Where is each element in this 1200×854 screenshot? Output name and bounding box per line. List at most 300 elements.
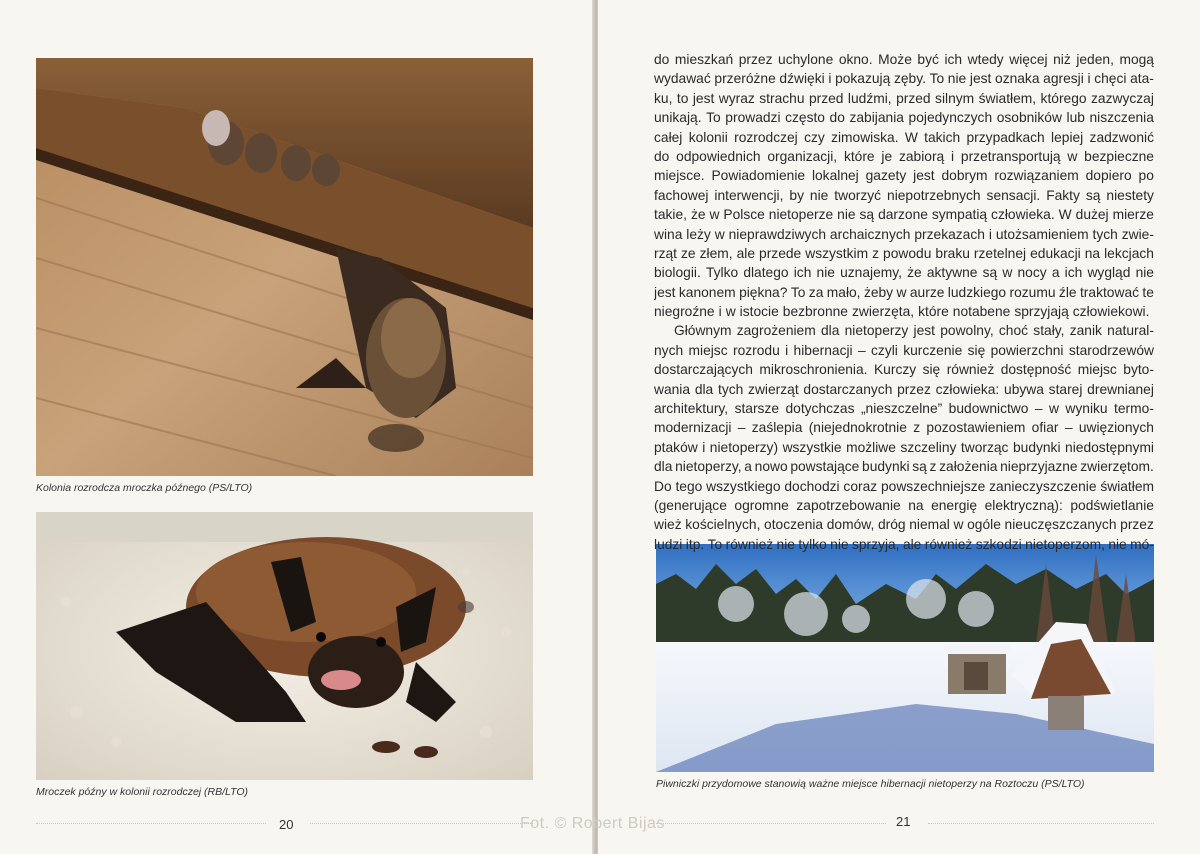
word: i <box>1087 71 1091 87</box>
word: którego <box>1040 90 1087 106</box>
watermark: Fot. © Robert Bijas <box>520 815 665 832</box>
word: w <box>896 284 907 300</box>
word: okno. <box>838 52 873 67</box>
text-line <box>654 535 1154 554</box>
text-line <box>654 496 1154 515</box>
word: mó- <box>1130 536 1154 552</box>
word: lub <box>1066 110 1085 126</box>
text-line <box>654 108 1154 127</box>
word: w <box>709 207 720 223</box>
photo2-caption: Mroczek późny w kolonii rozrodczej (RB/LTO) <box>36 786 249 798</box>
text-line <box>654 89 1154 108</box>
text-line <box>654 128 1154 147</box>
word: niż <box>1053 52 1071 67</box>
word: archaicznych <box>829 226 911 242</box>
word: się <box>922 362 941 378</box>
word: ale <box>902 536 922 552</box>
word: darzone <box>878 207 928 223</box>
word: ich <box>1064 265 1083 281</box>
word: jest <box>913 323 935 339</box>
word: nietoperzy <box>844 323 909 339</box>
word: zwierzęta, <box>851 304 915 320</box>
word: w <box>1049 401 1059 417</box>
word: i <box>718 304 722 320</box>
word: sprzyja, <box>851 536 900 552</box>
text-line <box>654 438 1154 457</box>
word: zabijania <box>849 110 904 126</box>
word: ubywa <box>1004 381 1044 397</box>
word: jest <box>654 284 676 300</box>
word: notabene <box>952 304 1011 320</box>
word: wyraz <box>718 90 755 106</box>
word: agresji <box>1043 71 1084 87</box>
word: termo- <box>1114 401 1154 417</box>
word: człowieka. <box>991 207 1055 223</box>
word: rząt <box>654 245 677 261</box>
page-number-left: 20 <box>279 817 294 832</box>
word: odpowiednich <box>676 148 761 164</box>
word: kanonem <box>678 284 736 300</box>
word: W <box>1058 207 1072 223</box>
word: niedostępnymi <box>1065 439 1154 455</box>
word: człowiekowi. <box>1072 304 1150 320</box>
word: wyniku <box>1065 401 1108 417</box>
word: i <box>785 342 789 358</box>
text-line <box>654 244 1154 263</box>
word: istocie <box>739 304 779 320</box>
word: otoczenia <box>764 517 824 533</box>
word: zazwyczaj <box>1091 90 1154 106</box>
word: mieszkań <box>674 52 734 67</box>
word: jest <box>692 90 715 106</box>
word: ku, <box>654 90 673 106</box>
word: przekazach <box>914 226 985 242</box>
word: ludzi <box>654 536 683 552</box>
word: To <box>706 110 721 126</box>
word: miejsce. <box>654 168 705 184</box>
word: więcej <box>1009 52 1048 67</box>
word: powolny, <box>940 323 994 339</box>
word: również <box>924 536 973 552</box>
word: tylko <box>798 536 827 552</box>
word: dostępność <box>1000 362 1072 378</box>
photo1-caption: Kolonia rozrodcza mroczka późnego (PS/LTO) <box>36 482 253 494</box>
word: modernizacji <box>654 420 732 436</box>
word: dlatego <box>743 265 789 281</box>
text-line <box>654 399 1154 418</box>
word: i <box>702 439 706 455</box>
word: miejsc <box>688 342 728 358</box>
text-line <box>654 477 1154 496</box>
word: silnym <box>935 90 975 106</box>
word: uznajemy, <box>840 265 902 281</box>
word: podświetlanie <box>1070 497 1154 513</box>
word: rozrodu <box>732 342 780 358</box>
bat-closeup-photo <box>36 512 533 780</box>
word: sprzyjają <box>1014 304 1069 320</box>
word: możliwe <box>846 439 896 455</box>
word: niegroźne <box>654 304 715 320</box>
page-number-right: 21 <box>896 814 911 829</box>
word: przetransportują <box>960 148 1061 164</box>
word: Fakty <box>1046 187 1080 203</box>
word: sensacji. <box>986 187 1041 203</box>
word: i <box>828 71 832 87</box>
photo3-caption: Piwniczki przydomowe stanowią ważne miejsce hibernacji nietoperzy na Roztoczu (PS/LTO) <box>656 778 1085 790</box>
word: ich <box>793 265 812 281</box>
word: założenia <box>939 459 998 475</box>
word: starej <box>1048 381 1083 397</box>
text-line <box>654 341 1154 360</box>
word: tych <box>717 381 744 397</box>
word: światłem, <box>978 90 1037 106</box>
word: ogóle <box>967 517 1001 533</box>
word: leży <box>686 226 711 242</box>
word: oznaka <box>995 71 1040 87</box>
word: szkodzi <box>975 536 1022 552</box>
word: nych <box>654 342 684 358</box>
word: rzetelnej <box>973 245 1027 261</box>
word: tworzyć <box>834 187 882 203</box>
word: nie <box>830 536 849 552</box>
text-line <box>654 225 1154 244</box>
word: nieprzyjazne <box>1000 459 1078 475</box>
word: je <box>881 148 893 164</box>
word: kościelnych, <box>685 517 761 533</box>
word: że <box>907 265 922 281</box>
text-line <box>654 186 1154 205</box>
word: czy <box>804 129 825 145</box>
word: przez <box>738 52 773 67</box>
word: za <box>808 284 824 300</box>
winter-cellars-photo <box>656 544 1154 772</box>
text-line <box>654 302 1154 321</box>
text-line <box>654 50 1154 69</box>
text-line <box>654 147 1154 166</box>
word: ale <box>736 245 756 261</box>
text-line <box>654 69 1154 88</box>
word: przed <box>808 90 844 106</box>
word: gazety <box>865 168 907 184</box>
word: biologii. <box>654 265 701 281</box>
word: czyli <box>871 342 898 358</box>
word: to <box>676 90 689 106</box>
word: wtedy <box>967 52 1004 67</box>
word: prowadzi <box>725 110 781 126</box>
word: są <box>859 207 875 223</box>
text-line <box>654 321 1154 340</box>
word: dróg <box>877 517 906 533</box>
word: przeróżne <box>714 71 776 87</box>
word: nie <box>1108 536 1127 552</box>
word: ata- <box>1130 71 1154 87</box>
word: mikroschronienia. <box>759 362 868 378</box>
word: traktować <box>1079 284 1140 300</box>
word: natural- <box>1107 323 1154 339</box>
word: źle <box>1058 284 1077 300</box>
word: w <box>714 226 725 242</box>
word: osobników <box>996 110 1062 126</box>
word: wydawać <box>654 71 711 87</box>
word: Kurczy <box>873 362 917 378</box>
word: dochodzi <box>784 478 840 494</box>
word: nietoperzom, <box>1025 536 1105 552</box>
word: Głównym <box>674 323 732 339</box>
word: miejsc <box>1077 362 1117 378</box>
word: i <box>951 148 955 164</box>
word: do <box>654 148 670 164</box>
word: i <box>988 226 992 242</box>
word: są <box>982 265 998 281</box>
word: złem, <box>699 245 733 261</box>
word: zanik <box>1069 323 1102 339</box>
word: z <box>929 459 937 475</box>
word: przez <box>1120 517 1154 533</box>
word: aktywne <box>926 265 978 281</box>
word: powszechniejsze <box>881 478 986 494</box>
word: nietoperzy) <box>709 439 779 455</box>
word: przez <box>897 381 931 397</box>
word: ich <box>944 52 963 67</box>
word: budownictwo <box>948 401 1029 417</box>
word: z <box>913 420 921 436</box>
word: rozwiązaniem <box>994 168 1079 184</box>
word: pozostawieniem <box>926 420 1026 436</box>
word: zadzwonić <box>1089 129 1154 145</box>
word: w <box>1002 265 1013 281</box>
footer-rule-left-2 <box>310 823 533 824</box>
word: zapotrzebowanie <box>796 497 901 513</box>
word: rozrodczej <box>734 129 798 145</box>
word: – <box>737 420 746 436</box>
word: na <box>908 497 924 513</box>
word: dobrym <box>941 168 988 184</box>
word: nieprawdziwych <box>728 226 827 242</box>
word: że <box>690 207 706 223</box>
word: ofiar <box>1031 420 1059 436</box>
word: fachowej <box>654 187 709 203</box>
word: elektryczną): <box>984 497 1063 513</box>
word: przede <box>759 245 802 261</box>
word: człowieka: <box>935 381 1000 397</box>
word: zwierzętom. <box>1080 459 1154 475</box>
text-line <box>654 166 1154 185</box>
word: również <box>946 362 995 378</box>
word: budynki <box>1012 439 1061 455</box>
word: nie <box>947 71 967 87</box>
word: takie, <box>654 207 687 223</box>
word: nietoperze <box>768 207 834 223</box>
word: do <box>654 52 670 67</box>
word: nie <box>1135 265 1154 281</box>
word: jest <box>913 168 935 184</box>
bats-under-beam-photo <box>36 58 533 476</box>
word: sympatią <box>931 207 988 223</box>
word: żeby <box>863 284 894 300</box>
word: jest <box>969 71 992 87</box>
word: starsze <box>734 401 780 417</box>
word: w <box>725 304 736 320</box>
word: itp. <box>685 536 705 552</box>
word: mierze <box>1112 207 1154 223</box>
word: z <box>872 245 880 261</box>
word: nietoperzy, <box>675 459 742 475</box>
word: również <box>725 536 774 552</box>
word: organizacji, <box>767 148 838 164</box>
word: dla <box>694 381 714 397</box>
word: niemal <box>909 517 950 533</box>
word: dźwięki <box>779 71 825 87</box>
text-line <box>654 205 1154 224</box>
word: stały, <box>1033 323 1065 339</box>
word: które <box>918 304 949 320</box>
word: wania <box>654 381 691 397</box>
word: dla <box>820 323 840 339</box>
word: edukacji <box>1030 245 1081 261</box>
word: nieuczęszczanych <box>1004 517 1117 533</box>
word: domów, <box>826 517 875 533</box>
word: starodrzewów <box>1068 342 1154 358</box>
word: jeden, <box>1076 52 1114 67</box>
word: powierzchni <box>990 342 1064 358</box>
word: pojedynczych <box>908 110 993 126</box>
word: W <box>904 129 918 145</box>
word: nocy <box>1017 265 1047 281</box>
word: niepotrzebnych <box>887 187 981 203</box>
text-line <box>654 360 1154 379</box>
word: by <box>789 187 804 203</box>
word: hibernacji <box>793 342 853 358</box>
word: piękna? <box>739 284 788 300</box>
word: na <box>1084 245 1101 261</box>
word: bezpieczne <box>1084 148 1154 164</box>
word: dopiero <box>1085 168 1132 184</box>
word: niszczenia <box>1089 110 1154 126</box>
word: To <box>707 536 723 552</box>
word: chęci <box>1094 71 1127 87</box>
word: są <box>1085 187 1101 203</box>
footer-rule-right-2 <box>928 823 1154 824</box>
word: nie <box>816 265 835 281</box>
word: lepiej <box>1051 129 1084 145</box>
word: budynki <box>862 459 910 475</box>
word: (niejednokrotnie <box>808 420 907 436</box>
word: się <box>967 342 986 358</box>
word: – <box>857 342 866 358</box>
word: lokalnej <box>811 168 859 184</box>
word: To <box>929 71 945 87</box>
word: kolonii <box>688 129 728 145</box>
word: takich <box>924 129 961 145</box>
word: wszystkiego <box>706 478 781 494</box>
word: tworząc <box>960 439 1009 455</box>
word: byto- <box>1123 362 1154 378</box>
word: utożsamieniem <box>995 226 1089 242</box>
word: rozumu <box>1009 284 1056 300</box>
word: coraz <box>843 478 878 494</box>
word: całej <box>654 129 683 145</box>
word: Powiadomienie <box>711 168 806 184</box>
word: mało, <box>826 284 861 300</box>
text-line <box>654 418 1154 437</box>
word: uwięzionych <box>1078 420 1154 436</box>
word: zwierząt <box>748 381 799 397</box>
word: być <box>917 52 939 67</box>
text-line <box>654 515 1154 534</box>
word: a <box>1051 265 1060 281</box>
word: tych <box>1092 226 1118 242</box>
word: drewnianej <box>1087 381 1154 397</box>
word: niestety <box>1106 187 1154 203</box>
word: szczeliny <box>900 439 957 455</box>
word: – <box>1034 401 1043 417</box>
word: dla <box>654 459 673 475</box>
word: dostarczających <box>654 362 753 378</box>
word: choć <box>998 323 1029 339</box>
footer-rule-left <box>36 823 266 824</box>
word: ptaków <box>654 439 698 455</box>
word: uchylone <box>778 52 834 67</box>
word: strachu <box>759 90 805 106</box>
word: wina <box>654 226 683 242</box>
word: wszystkim <box>805 245 869 261</box>
footer-rule-right <box>656 823 886 824</box>
word: zaślepia <box>751 420 803 436</box>
word: ludzkiego <box>947 284 1007 300</box>
word: a <box>744 459 752 475</box>
word: nowo <box>754 459 788 475</box>
word: zwie- <box>1121 226 1154 242</box>
word: To <box>790 284 806 300</box>
word: które <box>843 148 875 164</box>
word: tego <box>675 478 703 494</box>
word: (generujące <box>654 497 727 513</box>
word: nie <box>776 536 795 552</box>
word: zanieczyszczenie <box>989 478 1097 494</box>
word: dużej <box>1075 207 1109 223</box>
word: bezbronne <box>782 304 848 320</box>
word: Tylko <box>705 265 739 281</box>
word: interwencji, <box>714 187 784 203</box>
word: braku <box>935 245 970 261</box>
word: – <box>1064 420 1073 436</box>
body-text <box>654 50 1154 554</box>
word: ogromne <box>734 497 789 513</box>
word: światłem <box>1100 478 1154 494</box>
word: unikają. <box>654 110 702 126</box>
word: w <box>953 517 964 533</box>
word: nie <box>809 187 829 203</box>
word: wygląd <box>1087 265 1131 281</box>
word: w <box>1067 148 1078 164</box>
word: aurze <box>909 284 945 300</box>
word: wszystkie <box>782 439 842 455</box>
word: nie <box>837 207 856 223</box>
word: powodu <box>883 245 932 261</box>
word: ludźmi, <box>847 90 892 106</box>
word: przypadkach <box>966 129 1045 145</box>
word: Może <box>878 52 912 67</box>
text-line <box>654 283 1154 302</box>
word: zagrożeniem <box>736 323 816 339</box>
word: „nieszczelne” <box>860 401 943 417</box>
text-line <box>654 380 1154 399</box>
word: często <box>785 110 825 126</box>
word: mogą <box>1119 52 1154 67</box>
word: zabiorą <box>898 148 945 164</box>
word: do <box>829 110 845 126</box>
word: dotychczas <box>785 401 855 417</box>
